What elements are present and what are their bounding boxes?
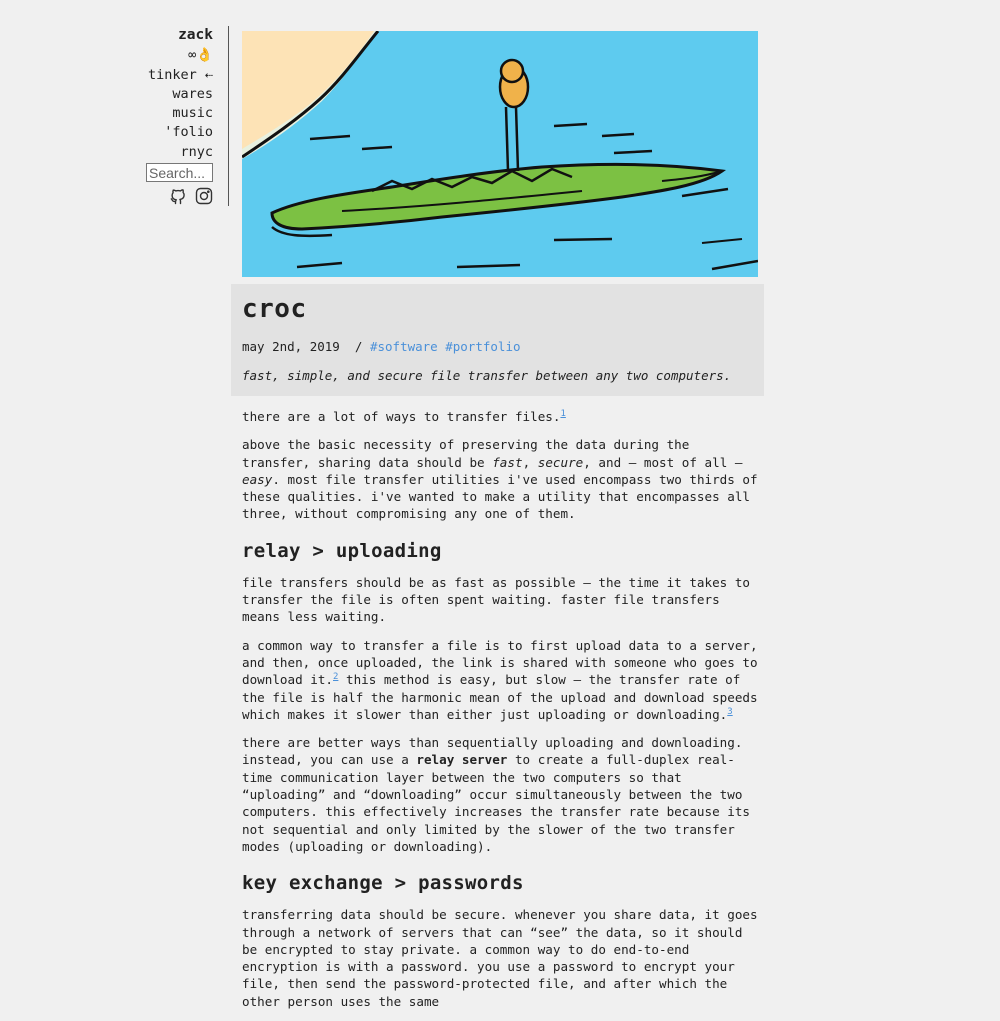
social-links (140, 187, 213, 205)
nav-link-music[interactable]: music (172, 105, 213, 122)
heading-key-exchange: key exchange > passwords (242, 872, 524, 895)
post-summary: fast, simple, and secure file transfer between any two computers. (242, 368, 732, 383)
nav-link-wares[interactable]: wares (172, 85, 213, 102)
paragraph-qualities: above the basic necessity of preserving the data during the transfer, sharing data should be fast, secure, and — most of all — easy. most file transfer utilities i've used encompass two thirds of these qualities. i've wanted to make a utility that encompasses all three, without compromising any one of them. (242, 437, 758, 522)
site-title-link[interactable]: zack (178, 27, 213, 43)
tag-portfolio[interactable]: #portfolio (445, 339, 521, 354)
paragraph-upload: a common way to transfer a file is to first upload data to a server, and then, once uploaded, the link is shared with someone who goes to download it.$^2$ this method is easy, but slow — the transfer rate of the file is half the harmonic mean of the upload and download speeds which makes it slower than either just uploading or downloading.$^3$ (242, 637, 758, 722)
paragraph-relay-server: there are better ways than sequentially uploading and downloading. instead, you can use a relay server to create a full-duplex real-time communication layer between the two computers so that “uploading” and “downloading” occur simultaneously between the two computers. this effectively increases the transfer rate because its not sequential and only limited by the slower of the two transfer modes (uploading or downloading). (242, 735, 750, 854)
post-date: may 2nd, 2019 (242, 339, 340, 354)
search-input[interactable] (146, 163, 213, 182)
post-meta (242, 339, 521, 354)
footnote-link-2[interactable]: 2 (333, 672, 339, 683)
relay-server-term: relay server (416, 752, 508, 768)
post-header (231, 284, 764, 396)
nav-link-folio[interactable]: 'folio (164, 124, 213, 141)
footnote-link-3[interactable]: 3 (727, 706, 733, 717)
post-body (242, 408, 762, 1021)
github-icon[interactable] (169, 187, 187, 205)
meta-separator: / (354, 339, 363, 354)
paragraph-speed: file transfers should be as fast as possible — the time it takes to transfer the file is often spent waiting. faster file transfers means less waiting. (242, 574, 750, 625)
nav-link-tinker[interactable]: tinker ⇠ (147, 66, 213, 83)
sidebar (140, 26, 229, 206)
heading-relay: relay > uploading (242, 539, 442, 562)
paragraph-intro: there are a lot of ways to transfer files.$^1$ (242, 408, 566, 424)
footnote-link-1[interactable]: 1 (560, 408, 566, 419)
nav-link-infinity[interactable]: ∞👌 (188, 47, 213, 64)
hero-illustration (242, 31, 758, 277)
instagram-icon[interactable] (195, 187, 213, 205)
nav-link-rnyc[interactable]: rnyc (180, 143, 213, 160)
paragraph-security: transferring data should be secure. whenever you share data, it goes through a network of servers that can “see” the data, so it should be encrypted to stay private. a common way to do end-to-end encryption is with a password. you use a password to encrypt your file, then send the password-protected file, and after which the other person uses the same (242, 907, 758, 1009)
tag-software[interactable]: #software (369, 339, 438, 354)
search-container (140, 163, 213, 184)
post-title: croc (242, 294, 307, 324)
